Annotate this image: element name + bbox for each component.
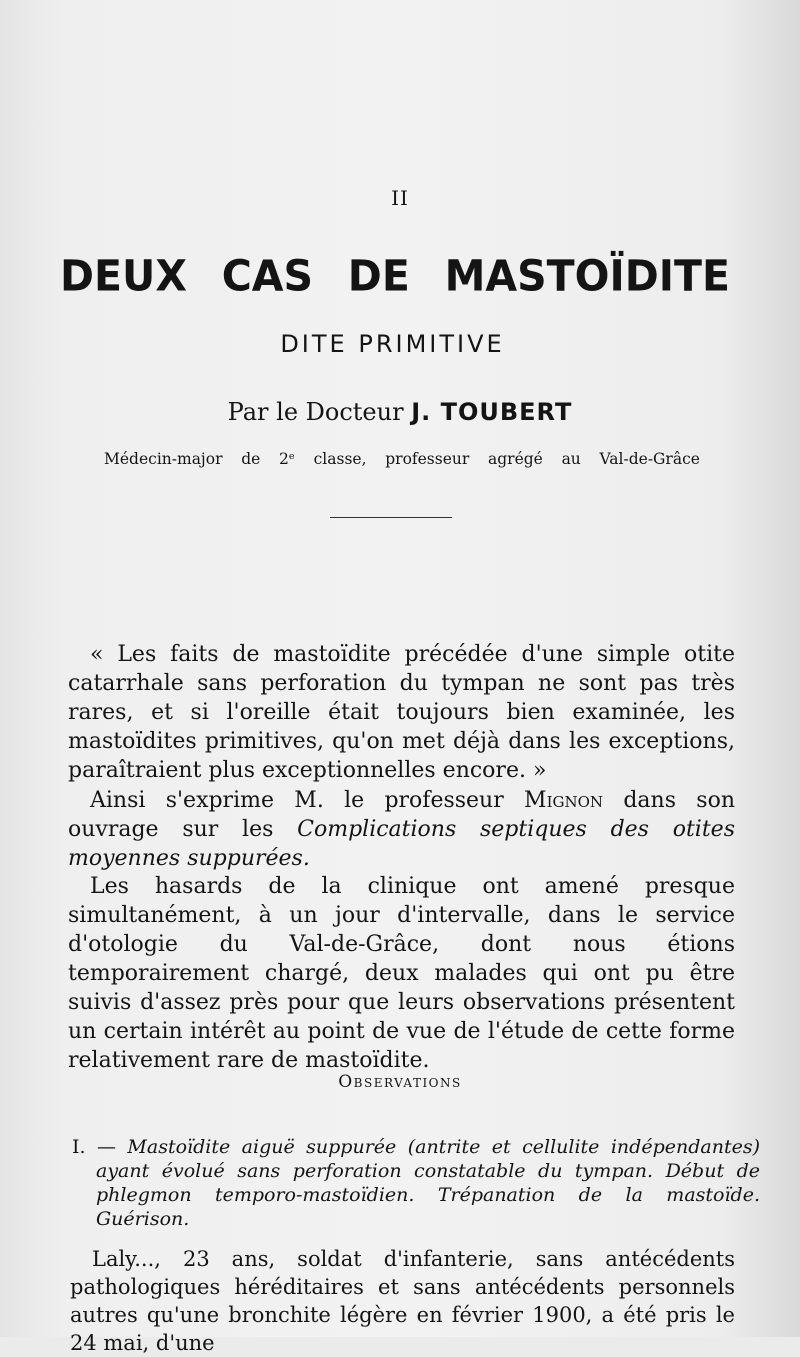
affiliation-word: au (561, 450, 581, 468)
author-name: J. TOUBERT (411, 398, 573, 426)
article-subtitle: DITE PRIMITIVE (280, 330, 505, 358)
citation-text-start: Ainsi s'exprime M. le professeur (90, 788, 525, 813)
affiliation-word: agrégé (488, 450, 543, 468)
observations-heading: Observations (338, 1072, 462, 1092)
affiliation-word: Médecin-major (104, 450, 223, 468)
citation-text-mid: dans son ouvrage sur les (68, 788, 735, 842)
author-line (0, 398, 800, 426)
article-title (60, 251, 730, 301)
affiliation-word: de (241, 450, 261, 468)
title-word: CAS (221, 250, 314, 302)
citation-paragraph (68, 786, 735, 873)
case-title: Mastoïdite aiguë suppurée (antrite et cellulite indépendantes) ayant évolué sans perforation constatable du tympan. Début de phlegmon temporo-mastoïdien. Trépanation de la mastoïde. Guérison. (96, 1136, 760, 1230)
case-body-paragraph: Laly..., 23 ans, soldat d'infanterie, sans antécédents pathologiques héréditaires et sans antécédents personnels autres qu'une bronchite légère en février 1900, a été pris le 24 mai, d'une (70, 1247, 735, 1355)
affiliation-word: Val-de-Grâce (599, 450, 700, 468)
affiliation-word: 2ᵉ (279, 450, 295, 468)
cited-author: Mignon (524, 788, 604, 813)
cited-work-title: Complications septiques des otites moyennes suppurées. (68, 817, 735, 871)
title-word: MASTOÏDITE (444, 250, 730, 302)
affiliation-word: professeur (385, 450, 470, 468)
section-number: II (391, 186, 409, 210)
affiliation-word: classe, (313, 450, 367, 468)
separator-rule (330, 517, 452, 518)
title-word: DE (347, 250, 410, 302)
case-number: I. — (72, 1136, 128, 1158)
title-word: DEUX (60, 250, 187, 302)
author-affiliation (104, 450, 700, 468)
case-heading (72, 1135, 760, 1231)
intro-paragraph: Les hasards de la clinique ont amené presque simultanément, à un jour d'intervalle, dans le service d'otologie du Val-de-Grâce, dont nous étions temporairement chargé, deux malades qui ont pu être suivis d'assez près pour que leurs observations présentent un certain intérêt au point de vue de l'étude de cette forme relativement rare de mastoïdite. (68, 874, 735, 1073)
author-prefix: Par le Docteur (227, 398, 404, 426)
quote-paragraph: « Les faits de mastoïdite précédée d'une simple otite catarrhale sans perforation du tympan ne sont pas très rares, et si l'oreille était toujours bien examinée, les mastoïdites primitives, qu'on met déjà dans les exceptions, paraîtraient plus exceptionnelles encore. » (68, 642, 735, 783)
